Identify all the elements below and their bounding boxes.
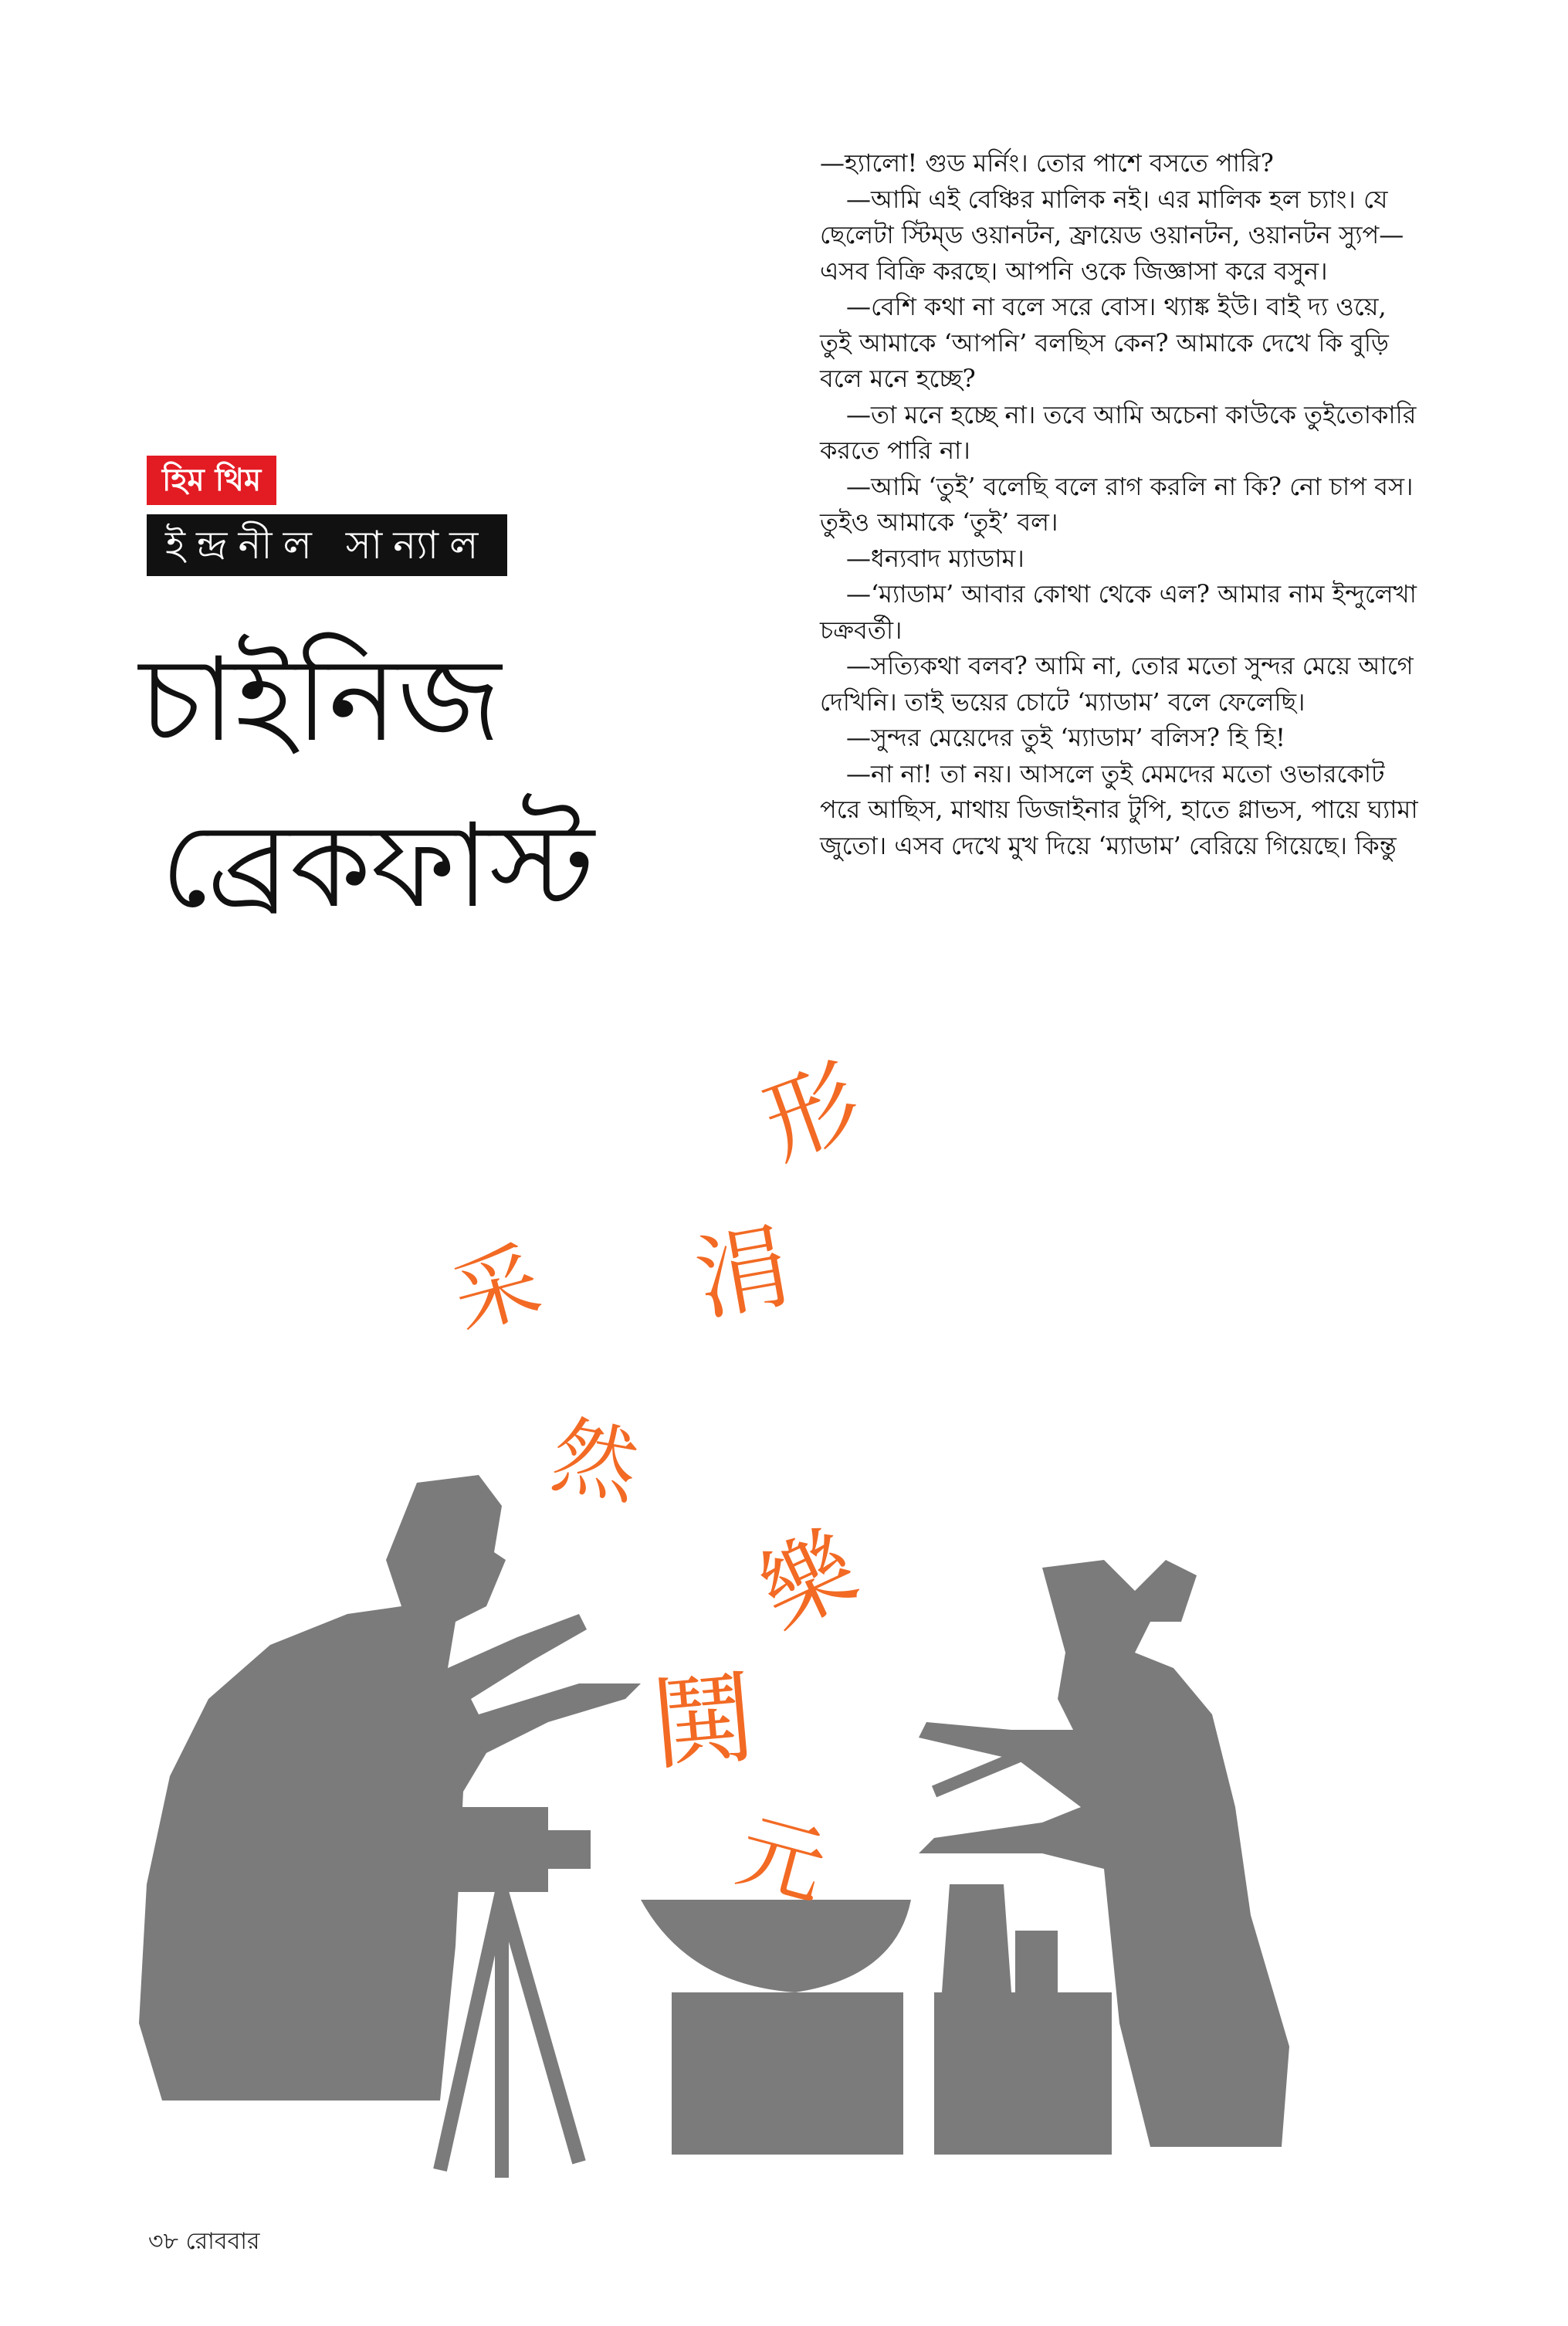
story-paragraph: —না না! তা নয়। আসলে তুই মেমদের মতো ওভারকোট পরে আছিস, মাথায় ডিজাইনার টুপি, হাতে গ্লাভস, পায়ে ঘ্যামা জুতো। এসব দেখে মুখ দিয়ে ‘ম্যাডাম’ বেরিয়ে গিয়েছে। কিন্তু	[820, 758, 1418, 860]
counter	[934, 1992, 1112, 2155]
camera-lens	[544, 1830, 591, 1869]
story-paragraph: —তা মনে হচ্ছে না। তবে আমি অচেনা কাউকে তুইতোকারি করতে পারি না।	[820, 399, 1417, 465]
story-paragraph: —সুন্দর মেয়েদের তুই ‘ম্যাডাম’ বলিস? হি হি!	[846, 723, 1286, 752]
floating-glyph: 元	[728, 1800, 836, 1918]
story-paragraph: —আমি ‘তুই’ বলেছি বলে রাগ করলি না কি? নো চাপ বস। তুইও আমাকে ‘তুই’ বল।	[820, 471, 1414, 537]
floating-glyph: 然	[544, 1405, 646, 1517]
stove	[672, 1992, 903, 2155]
story-body	[820, 145, 1422, 863]
floating-glyph: 樂	[743, 1513, 874, 1650]
story-title	[139, 618, 649, 950]
tripod	[440, 1892, 579, 2178]
floating-glyph: 采	[442, 1230, 550, 1348]
floating-glyph: 涓	[687, 1212, 798, 1335]
page-folio: ৩৮ রোববার	[148, 2228, 260, 2255]
author-byline: ইন্দ্রনীল সান্যাল	[147, 514, 507, 576]
story-paragraph: —বেশি কথা না বলে সরে বোস। থ্যাঙ্ক ইউ। বাই দ্য ওয়ে, তুই আমাকে ‘আপনি’ বলছিস কেন? আমাকে দেখে কি বুড়ি বলে মনে হচ্ছে?	[820, 292, 1389, 393]
story-title-line-1: চাইনিজ	[139, 633, 502, 768]
story-paragraph: —ধন্যবাদ ম্যাডাম।	[846, 543, 1024, 573]
silhouette-group	[139, 1475, 1289, 2178]
story-paragraph: —আমি এই বেঞ্চির মালিক নই। এর মালিক হল চ্যাং। যে ছেলেটা স্টিম্‌ড ওয়ানটন, ফ্রায়েড ওয়ানটন, ওয়ানটন স্যুপ— এসব বিক্রি করছে। আপনি ওকে জিজ্ঞাসা করে বসুন।	[820, 184, 1404, 286]
story-paragraph: —হ্যালো! গুড মর্নিং। তোর পাশে বসতে পারি?	[820, 148, 1274, 178]
story-title-line-2: ব্রেকফাস্ট	[161, 799, 594, 934]
camera-body	[455, 1807, 548, 1892]
wok	[641, 1900, 911, 1992]
cup	[1015, 1931, 1058, 1992]
illustration	[116, 1019, 1382, 2193]
section-tag: হিম থিম	[147, 456, 276, 505]
story-paragraph: —‘ম্যাডাম’ আবার কোথা থেকে এল? আমার নাম ইন্দুলেখা চক্রবর্তী।	[820, 579, 1417, 645]
floating-glyph: 鬨	[648, 1659, 759, 1785]
story-paragraph: —সত্যিকথা বলব? আমি না, তোর মতো সুন্দর মেয়ে আগে দেখিনি। তাই ভয়ের চোটে ‘ম্যাডাম’ বলে ফেলেছি।	[820, 651, 1414, 717]
floating-glyph: 形	[750, 1046, 875, 1180]
spatula	[934, 1753, 1027, 1792]
floating-characters	[443, 1047, 875, 1918]
kettle	[942, 1884, 1011, 1992]
man-silhouette	[139, 1475, 641, 2101]
